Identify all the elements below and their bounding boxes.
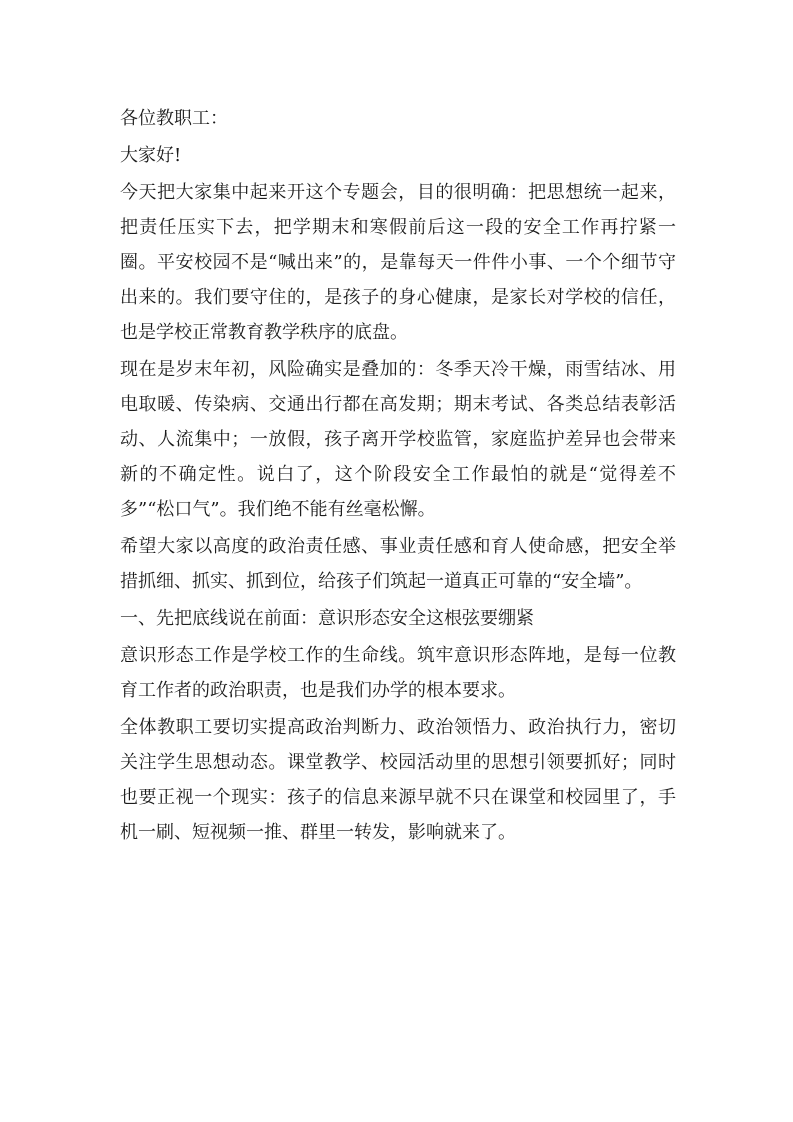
- greeting: 各位教职工：: [120, 108, 228, 129]
- section-paragraph: 意识形态工作是学校工作的生命线。筑牢意识形态阵地，是每一位教育工作者的政治职责，也是我们办学的根本要求。: [120, 645, 676, 701]
- intro-paragraph: 今天把大家集中起来开这个专题会，目的很明确：把思想统一起来，把责任压实下去，把学期末和寒假前后这一段的安全工作再拧紧一圈。平安校园不是“喊出来”的，是靠每天一件件小事、一个个细节守出来的。我们要守住的，是孩子的身心健康，是家长对学校的信任，也是学校正常教育教学秩序的底盘。: [120, 182, 676, 343]
- risk-paragraph: 现在是岁末年初，风险确实是叠加的：冬季天冷干燥，雨雪结冰、用电取暖、传染病、交通出行都在高发期；期末考试、各类总结表彰活动、人流集中；一放假，孩子离开学校监管，家庭监护差异也会带来新的不确定性。说白了，这个阶段安全工作最怕的就是“觉得差不多”“松口气”。我们绝不能有丝毫松懈。: [120, 359, 676, 520]
- expectation-paragraph: 希望大家以高度的政治责任感、事业责任感和育人使命感，把安全举措抓细、抓实、抓到位，给孩子们筑起一道真正可靠的“安全墙”。: [120, 536, 676, 592]
- salutation: 大家好!: [120, 145, 182, 166]
- document-body: [120, 101, 676, 852]
- section-heading: 一、先把底线说在前面：意识形态安全这根弦要绷紧: [120, 608, 534, 629]
- section-paragraph: 全体教职工要切实提高政治判断力、政治领悟力、政治执行力，密切关注学生思想动态。课堂教学、校园活动里的思想引领要抓好；同时也要正视一个现实：孩子的信息来源早就不只在课堂和校园里了，手机一刷、短视频一推、群里一转发，影响就来了。: [120, 717, 676, 843]
